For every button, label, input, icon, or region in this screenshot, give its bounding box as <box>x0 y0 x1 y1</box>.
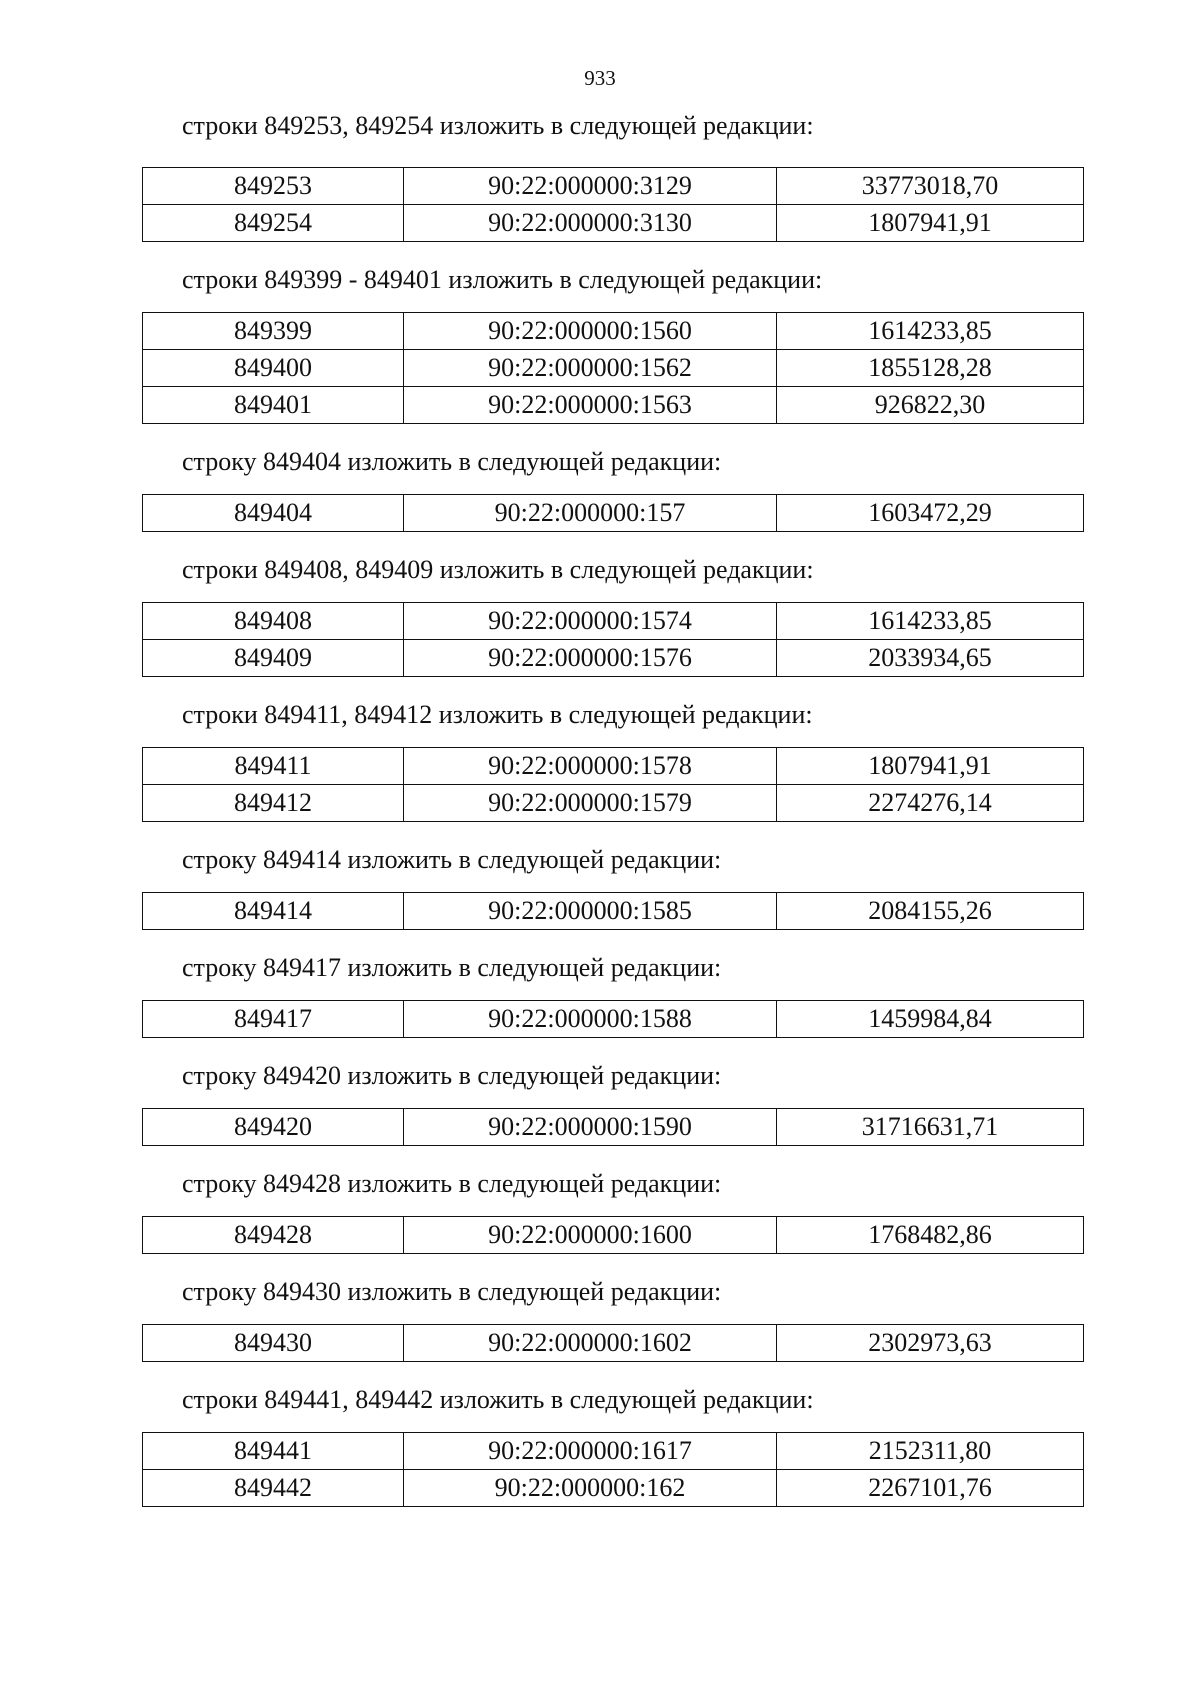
value-cell: 2274276,14 <box>777 785 1084 822</box>
section-heading: строку 849430 изложить в следующей редакции: <box>182 1277 722 1306</box>
row-number-cell: 849428 <box>143 1217 404 1254</box>
table-row <box>143 1325 1084 1362</box>
row-number-cell: 849411 <box>143 748 404 785</box>
value-cell: 2152311,80 <box>777 1433 1084 1470</box>
cadastral-number-cell: 90:22:000000:1574 <box>404 603 777 640</box>
amendment-table <box>142 494 1084 532</box>
table-row <box>143 495 1084 532</box>
amendment-table <box>142 602 1084 677</box>
cadastral-number-cell: 90:22:000000:1588 <box>404 1001 777 1038</box>
table-row <box>143 205 1084 242</box>
section-heading: строки 849399 - 849401 изложить в следующей редакции: <box>182 265 823 294</box>
amendment-section <box>142 950 1083 1038</box>
value-cell: 1807941,91 <box>777 205 1084 242</box>
section-heading: строки 849408, 849409 изложить в следующей редакции: <box>182 555 814 584</box>
cadastral-number-cell: 90:22:000000:1617 <box>404 1433 777 1470</box>
amendment-table <box>142 1324 1084 1362</box>
amendment-section <box>142 108 1083 242</box>
value-cell: 926822,30 <box>777 387 1084 424</box>
table-row <box>143 1001 1084 1038</box>
section-heading: строку 849404 изложить в следующей редакции: <box>182 447 722 476</box>
amendment-section <box>142 444 1083 532</box>
table-row <box>143 603 1084 640</box>
amendment-table <box>142 747 1084 822</box>
value-cell: 33773018,70 <box>777 168 1084 205</box>
cadastral-number-cell: 90:22:000000:157 <box>404 495 777 532</box>
amendment-section <box>142 1382 1083 1507</box>
value-cell: 2267101,76 <box>777 1470 1084 1507</box>
row-number-cell: 849441 <box>143 1433 404 1470</box>
cadastral-number-cell: 90:22:000000:1563 <box>404 387 777 424</box>
value-cell: 1768482,86 <box>777 1217 1084 1254</box>
cadastral-number-cell: 90:22:000000:1578 <box>404 748 777 785</box>
table-row <box>143 168 1084 205</box>
value-cell: 31716631,71 <box>777 1109 1084 1146</box>
document-body <box>142 108 1083 1527</box>
section-heading: строку 849420 изложить в следующей редакции: <box>182 1061 722 1090</box>
row-number-cell: 849401 <box>143 387 404 424</box>
amendment-table <box>142 1432 1084 1507</box>
value-cell: 2033934,65 <box>777 640 1084 677</box>
cadastral-number-cell: 90:22:000000:1590 <box>404 1109 777 1146</box>
cadastral-number-cell: 90:22:000000:1602 <box>404 1325 777 1362</box>
amendment-section <box>142 697 1083 822</box>
row-number-cell: 849414 <box>143 893 404 930</box>
amendment-table <box>142 1216 1084 1254</box>
row-number-cell: 849420 <box>143 1109 404 1146</box>
amendment-section <box>142 1274 1083 1362</box>
amendment-table <box>142 892 1084 930</box>
cadastral-number-cell: 90:22:000000:162 <box>404 1470 777 1507</box>
section-heading: строки 849441, 849442 изложить в следующей редакции: <box>182 1385 814 1414</box>
value-cell: 1459984,84 <box>777 1001 1084 1038</box>
amendment-section <box>142 552 1083 677</box>
cadastral-number-cell: 90:22:000000:1579 <box>404 785 777 822</box>
row-number-cell: 849400 <box>143 350 404 387</box>
amendment-section <box>142 1058 1083 1146</box>
amendment-table <box>142 167 1084 242</box>
amendment-section <box>142 262 1083 424</box>
table-row <box>143 748 1084 785</box>
row-number-cell: 849430 <box>143 1325 404 1362</box>
value-cell: 2302973,63 <box>777 1325 1084 1362</box>
amendment-table <box>142 1108 1084 1146</box>
amendment-table <box>142 1000 1084 1038</box>
table-row <box>143 893 1084 930</box>
table-row <box>143 350 1084 387</box>
value-cell: 1614233,85 <box>777 313 1084 350</box>
page-number: 933 <box>584 66 616 90</box>
table-row <box>143 1217 1084 1254</box>
amendment-table <box>142 312 1084 424</box>
row-number-cell: 849412 <box>143 785 404 822</box>
row-number-cell: 849404 <box>143 495 404 532</box>
table-row <box>143 785 1084 822</box>
cadastral-number-cell: 90:22:000000:1600 <box>404 1217 777 1254</box>
table-row <box>143 640 1084 677</box>
cadastral-number-cell: 90:22:000000:3129 <box>404 168 777 205</box>
row-number-cell: 849399 <box>143 313 404 350</box>
cadastral-number-cell: 90:22:000000:1560 <box>404 313 777 350</box>
table-row <box>143 313 1084 350</box>
row-number-cell: 849442 <box>143 1470 404 1507</box>
row-number-cell: 849409 <box>143 640 404 677</box>
value-cell: 1807941,91 <box>777 748 1084 785</box>
section-heading: строки 849411, 849412 изложить в следующей редакции: <box>182 700 813 729</box>
value-cell: 1855128,28 <box>777 350 1084 387</box>
section-heading: строку 849428 изложить в следующей редакции: <box>182 1169 722 1198</box>
row-number-cell: 849408 <box>143 603 404 640</box>
section-heading: строку 849414 изложить в следующей редакции: <box>182 845 722 874</box>
section-heading: строку 849417 изложить в следующей редакции: <box>182 953 722 982</box>
row-number-cell: 849417 <box>143 1001 404 1038</box>
section-heading: строки 849253, 849254 изложить в следующей редакции: <box>182 111 814 140</box>
amendment-section <box>142 1166 1083 1254</box>
value-cell: 1614233,85 <box>777 603 1084 640</box>
row-number-cell: 849254 <box>143 205 404 242</box>
cadastral-number-cell: 90:22:000000:1562 <box>404 350 777 387</box>
value-cell: 1603472,29 <box>777 495 1084 532</box>
cadastral-number-cell: 90:22:000000:1576 <box>404 640 777 677</box>
amendment-section <box>142 842 1083 930</box>
table-row <box>143 1433 1084 1470</box>
cadastral-number-cell: 90:22:000000:3130 <box>404 205 777 242</box>
table-row <box>143 387 1084 424</box>
cadastral-number-cell: 90:22:000000:1585 <box>404 893 777 930</box>
value-cell: 2084155,26 <box>777 893 1084 930</box>
table-row <box>143 1109 1084 1146</box>
row-number-cell: 849253 <box>143 168 404 205</box>
table-row <box>143 1470 1084 1507</box>
